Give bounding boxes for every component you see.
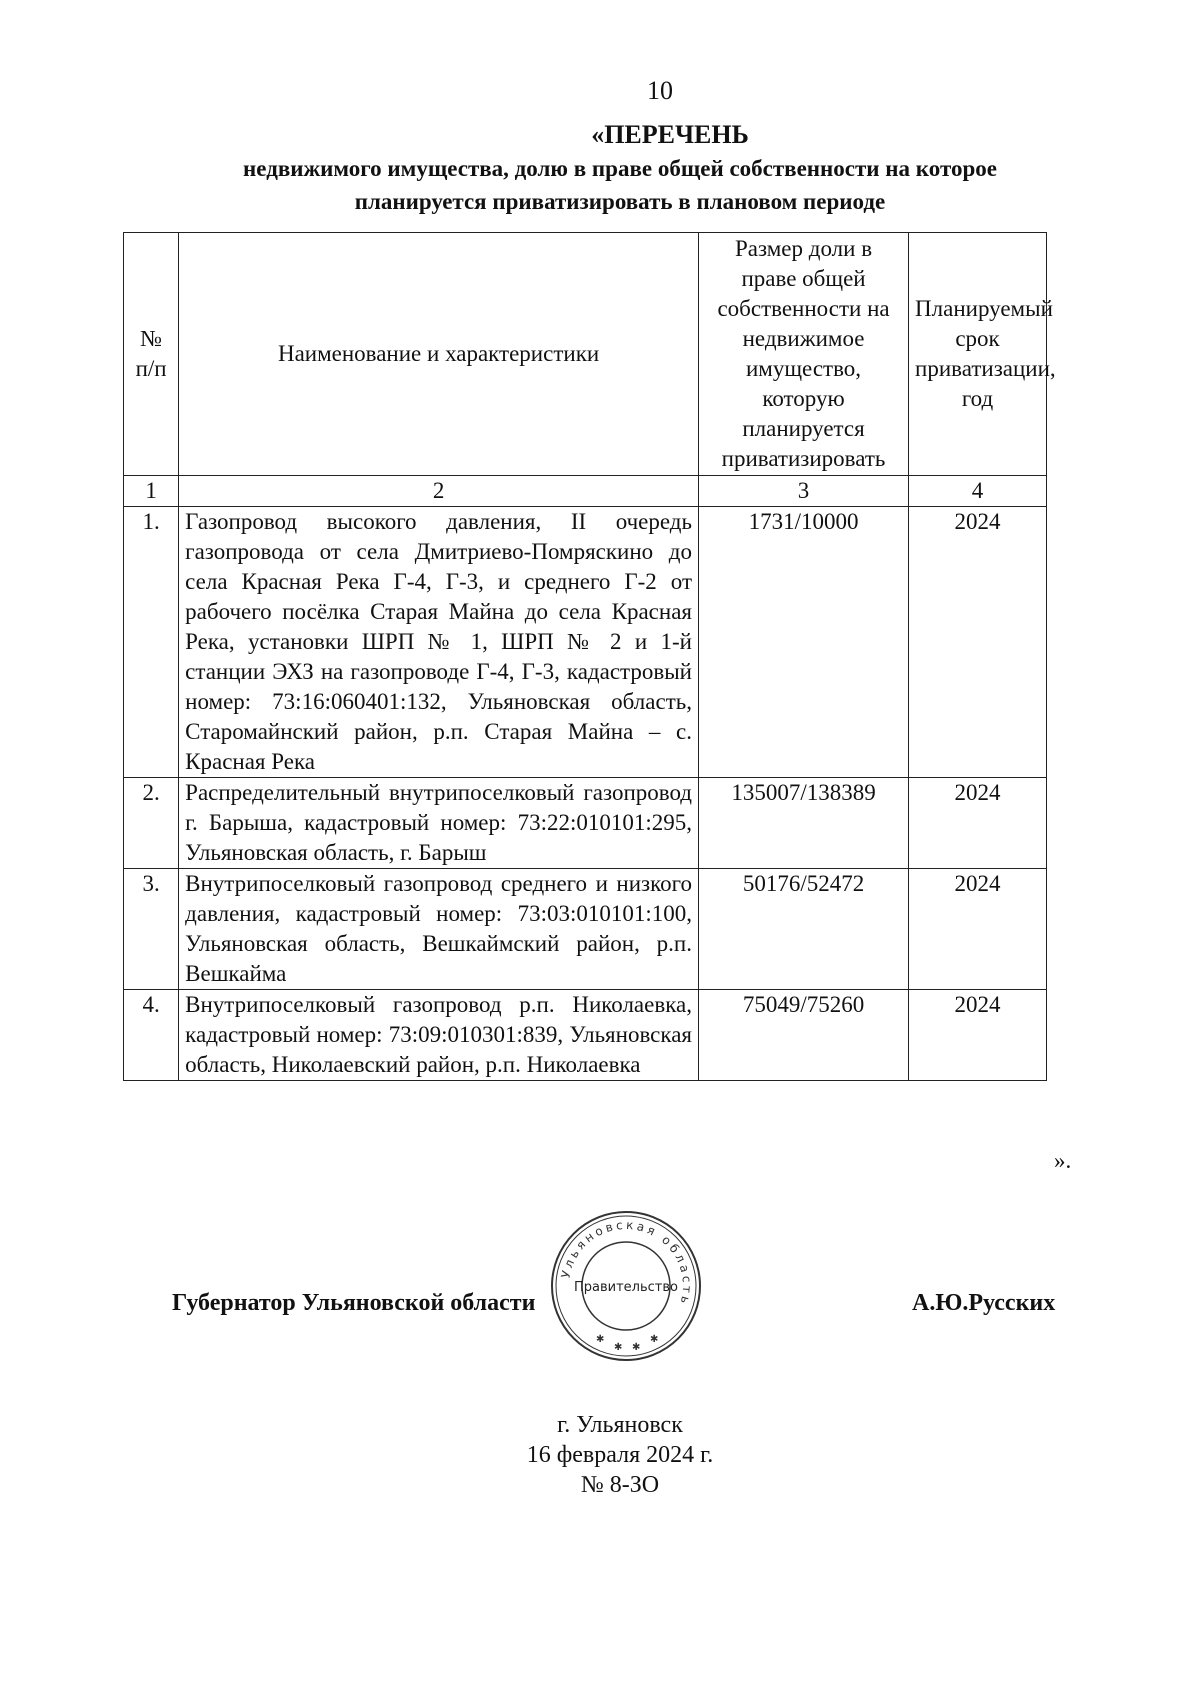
- property-table: [123, 232, 1056, 1081]
- header-name: Наименование и характеристики: [179, 233, 699, 476]
- row-name: Внутрипоселковый газопровод среднего и низкого давления, кадастровый номер: 73:03:010101:100, Ульяновская область, Вешкаймский район, р.п. Вешкайма: [179, 869, 699, 990]
- row-year: 2024: [909, 869, 1047, 990]
- column-number: 2: [179, 476, 699, 507]
- table-header-row: [124, 233, 1047, 476]
- table-row: [124, 990, 1047, 1081]
- document-subtitle-line-1: недвижимого имущества, долю в праве общей собственности на которое: [243, 156, 997, 181]
- row-share: 1731/10000: [699, 507, 909, 778]
- header-term: Планируемый срок приватизации, год: [909, 233, 1047, 476]
- row-index: 1.: [124, 507, 179, 778]
- row-year: 2024: [909, 507, 1047, 778]
- closing-quote: ».: [1054, 1148, 1072, 1173]
- row-share: 50176/52472: [699, 869, 909, 990]
- header-share: Размер доли в праве общей собственности на недвижимое имущество, которую планируется приватизировать: [699, 233, 909, 476]
- table-row: [124, 778, 1047, 869]
- seal-star-icon: ✱: [614, 1342, 623, 1353]
- row-name: Распределительный внутрипоселковый газопровод г. Барыша, кадастровый номер: 73:22:010101:295, Ульяновская область, г. Барыш: [179, 778, 699, 869]
- column-number: 3: [699, 476, 909, 507]
- row-year: 2024: [909, 778, 1047, 869]
- signature-role: Губернатор Ульяновской области: [172, 1290, 536, 1316]
- signature-name: А.Ю.Русских: [912, 1290, 1056, 1316]
- header-number: № п/п: [124, 233, 179, 476]
- row-name: Газопровод высокого давления, II очередь газопровода от села Дмитриево-Помряскино до села Красная Река Г-4, Г-3, и среднего Г-2 от рабочего посёлка Старая Майна до села Красная Река, установки ШРП № 1, ШРП № 2 и 1-й станции ЭХЗ на газопроводе Г-4, Г-3, кадастровый номер: 73:16:060401:132, Ульяновская область, Старомайнский район, р.п. Старая Майна – с. Красная Река: [179, 507, 699, 778]
- seal-star-icon: ✱: [650, 1334, 659, 1345]
- seal-star-icon: ✱: [596, 1334, 605, 1345]
- table-row: [124, 869, 1047, 990]
- document-title: «ПЕРЕЧЕНЬ: [591, 120, 749, 149]
- row-index: 2.: [124, 778, 179, 869]
- page-number: 10: [647, 76, 673, 105]
- row-index: 4.: [124, 990, 179, 1081]
- footer-city: г. Ульяновск: [557, 1412, 683, 1438]
- column-number: 4: [909, 476, 1047, 507]
- row-name: Внутрипоселковый газопровод р.п. Николаевка, кадастровый номер: 73:09:010301:839, Ульяновская область, Николаевский район, р.п. Николаевка: [179, 990, 699, 1081]
- row-share: 75049/75260: [699, 990, 909, 1081]
- table-row: [124, 507, 1047, 778]
- footer-number: № 8-ЗО: [580, 1472, 660, 1498]
- column-numbers-row: [124, 476, 1047, 507]
- seal-star-icon: ✱: [632, 1342, 641, 1353]
- row-index: 3.: [124, 869, 179, 990]
- seal-inner-text: Правительство: [574, 1280, 678, 1295]
- row-year: 2024: [909, 990, 1047, 1081]
- row-share: 135007/138389: [699, 778, 909, 869]
- column-number: 1: [124, 476, 179, 507]
- document-subtitle-line-2: планируется приватизировать в плановом периоде: [354, 189, 886, 214]
- footer-date: 16 февраля 2024 г.: [526, 1442, 714, 1468]
- government-seal: [548, 1208, 704, 1364]
- seal-outer-text: Ульяновская область: [558, 1217, 695, 1309]
